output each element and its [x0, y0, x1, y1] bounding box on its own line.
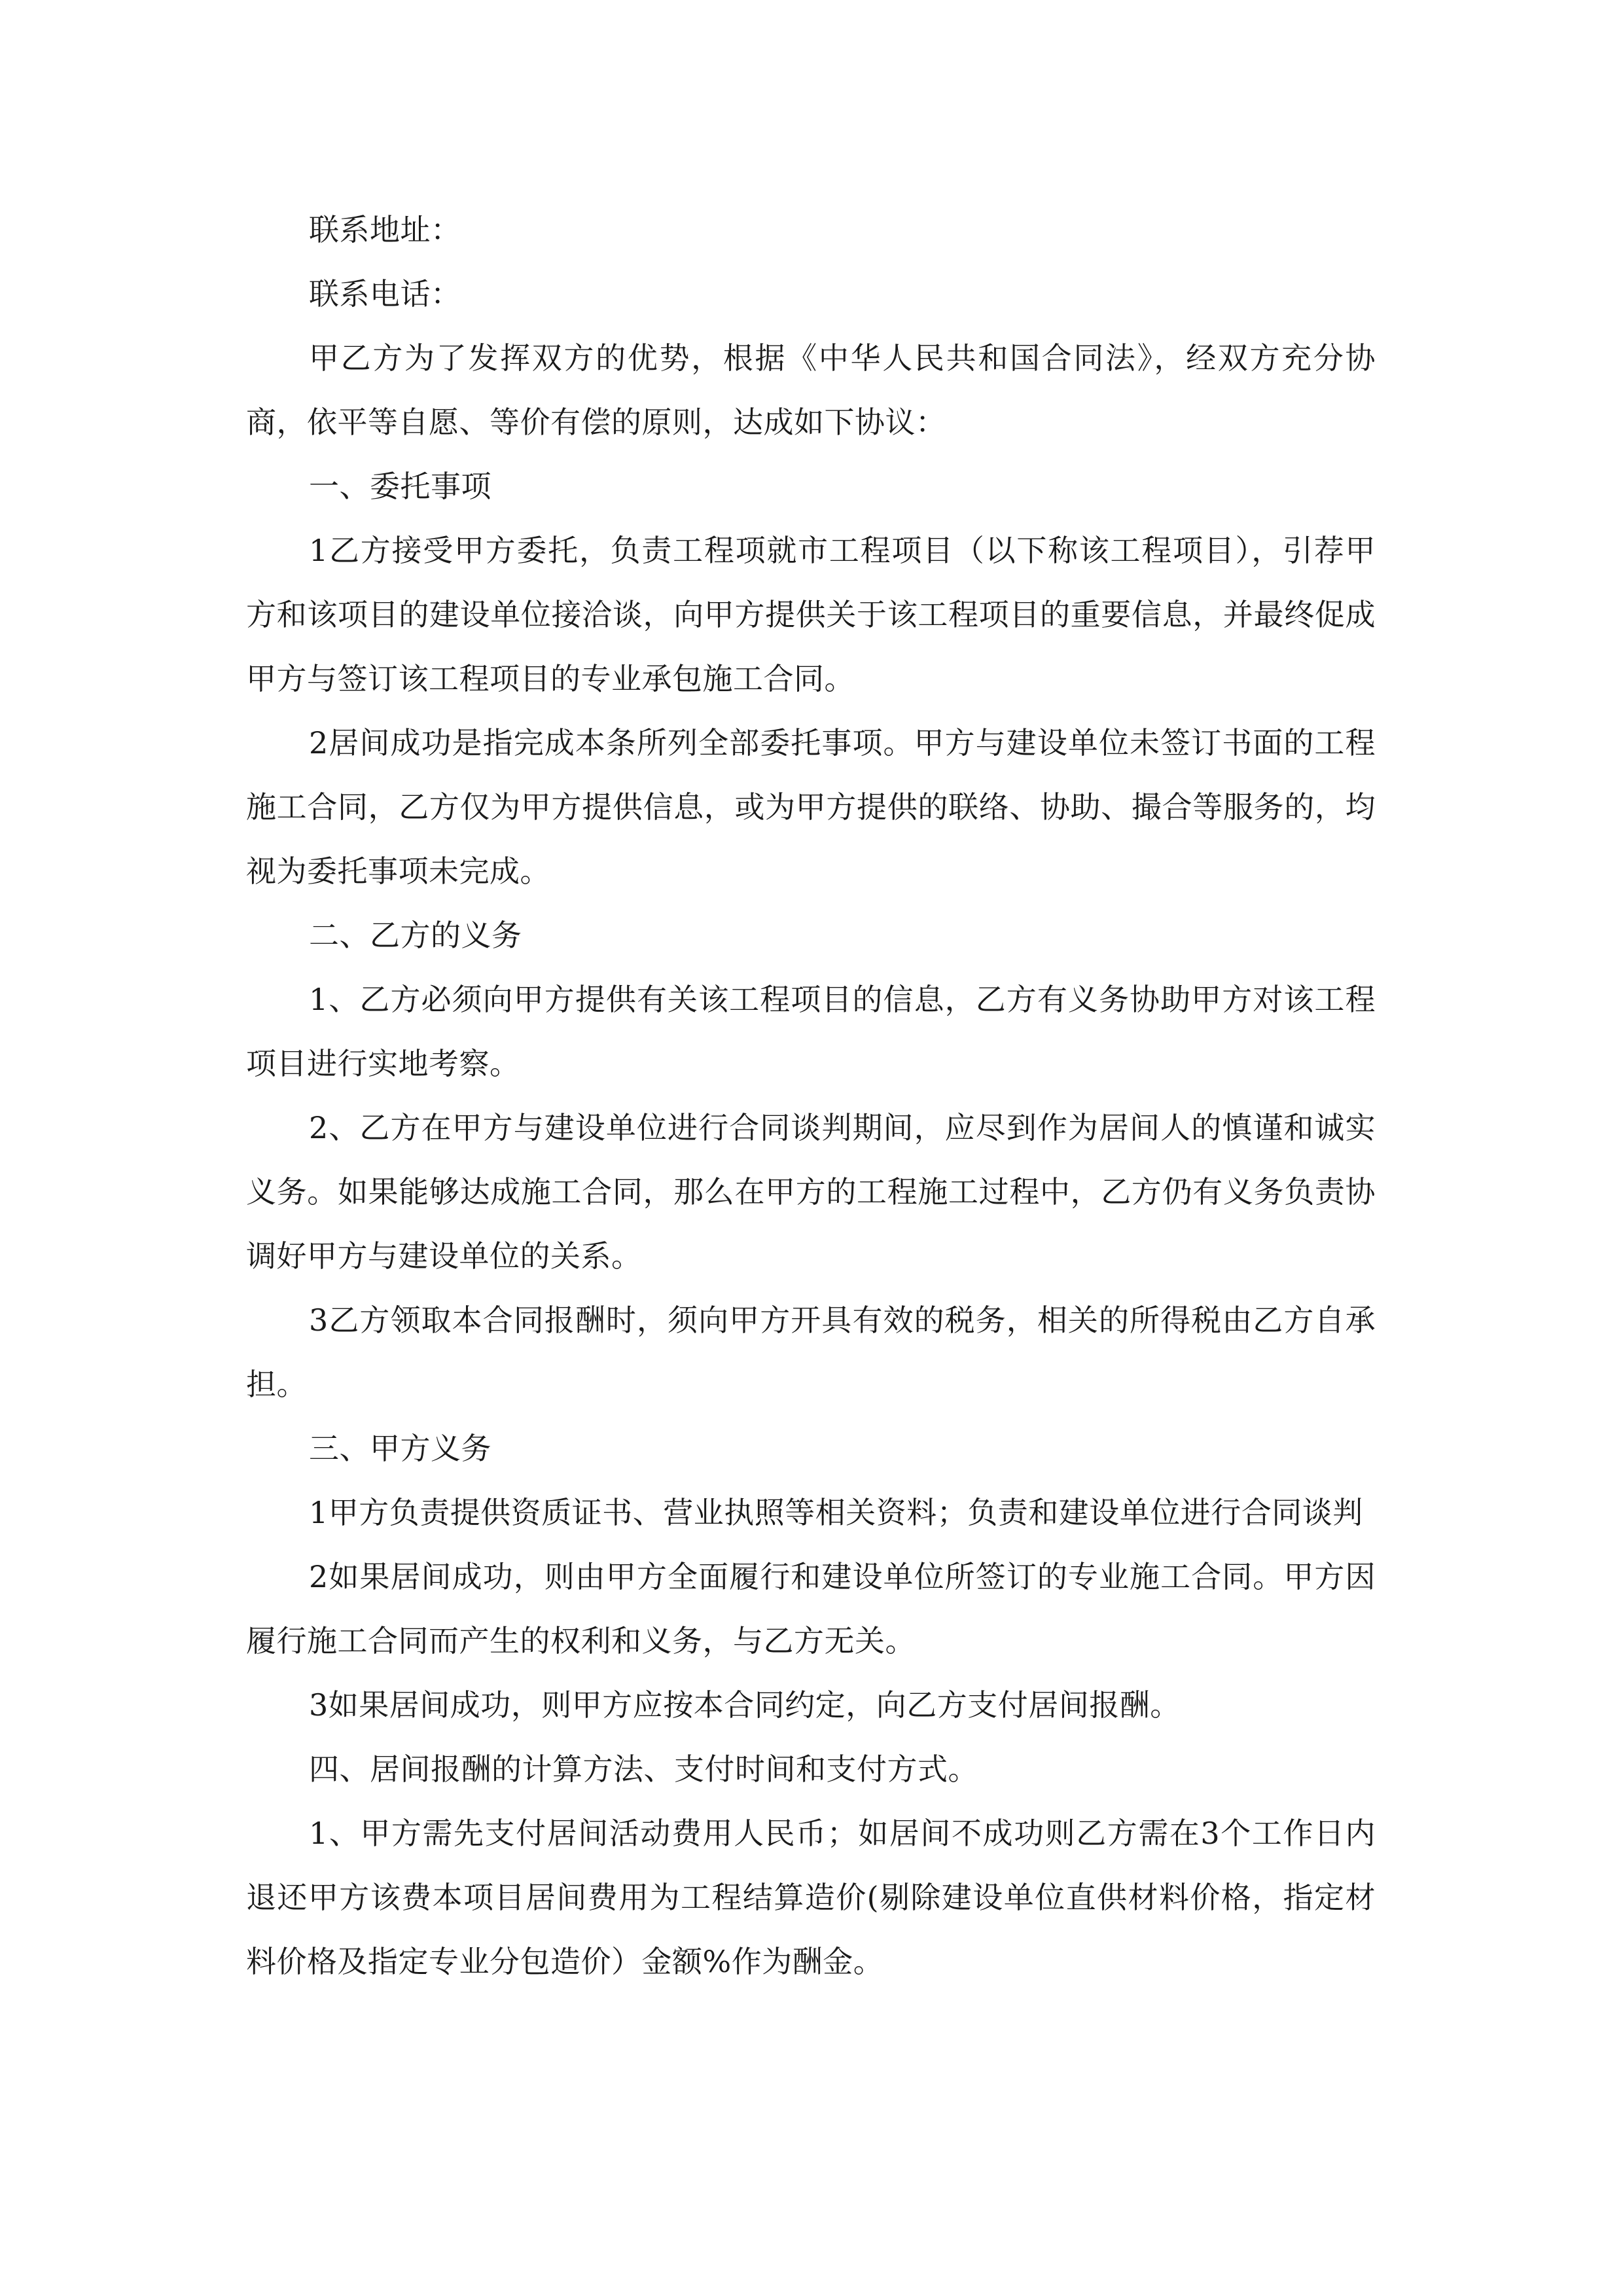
clause-3-1: 1甲方负责提供资质证书、营业执照等相关资料；负责和建设单位进行合同谈判: [309, 1495, 1363, 1530]
clause-2-1: 1、乙方必须向甲方提供有关该工程项目的信息，乙方有义务协助甲方对该工程项目进行实地考察。: [246, 982, 1376, 1081]
clause-3-3: 3如果居间成功，则甲方应按本合同约定，向乙方支付居间报酬。: [309, 1687, 1181, 1723]
clause-2-2: 2、乙方在甲方与建设单位进行合同谈判期间，应尽到作为居间人的慎谨和诚实义务。如果能够达成施工合同，那么在甲方的工程施工过程中，乙方仍有义务负责协调好甲方与建设单位的关系。: [246, 1110, 1376, 1274]
section-heading-remuneration: 四、居间报酬的计算方法、支付时间和支付方式。: [309, 1751, 978, 1787]
clause-4-1: 1、甲方需先支付居间活动费用人民币；如居间不成功则乙方需在3个工作日内退还甲方该费本项目居间费用为工程结算造价(剔除建设单位直供材料价格，指定材料价格及指定专业分包造价）金额%作为酬金。: [246, 1816, 1376, 1979]
clause-2-3: 3乙方领取本合同报酬时，须向甲方开具有效的税务，相关的所得税由乙方自承担。: [246, 1302, 1376, 1402]
section-heading-party-a-duties: 三、甲方义务: [309, 1431, 491, 1466]
preamble-paragraph: 甲乙方为了发挥双方的优势，根据《中华人民共和国合同法》，经双方充分协商，依平等自愿、等价有偿的原则，达成如下协议：: [246, 340, 1376, 440]
section-heading-party-b-duties: 二、乙方的义务: [309, 918, 522, 953]
document-body: [246, 198, 1376, 1994]
clause-3-2: 2如果居间成功，则由甲方全面履行和建设单位所签订的专业施工合同。甲方因履行施工合同而产生的权利和义务，与乙方无关。: [246, 1559, 1376, 1659]
clause-1-1: 1乙方接受甲方委托，负责工程项就市工程项目（以下称该工程项目），引荐甲方和该项目的建设单位接洽谈，向甲方提供关于该工程项目的重要信息，并最终促成甲方与签订该工程项目的专业承包施工合同。: [246, 533, 1376, 696]
contact-phone-line: 联系电话：: [309, 276, 461, 312]
section-heading-commission: 一、委托事项: [309, 469, 491, 504]
clause-1-2: 2居间成功是指完成本条所列全部委托事项。甲方与建设单位未签订书面的工程施工合同，乙方仅为甲方提供信息，或为甲方提供的联络、协助、撮合等服务的，均视为委托事项未完成。: [246, 725, 1376, 889]
contact-address-line: 联系地址：: [309, 212, 461, 247]
